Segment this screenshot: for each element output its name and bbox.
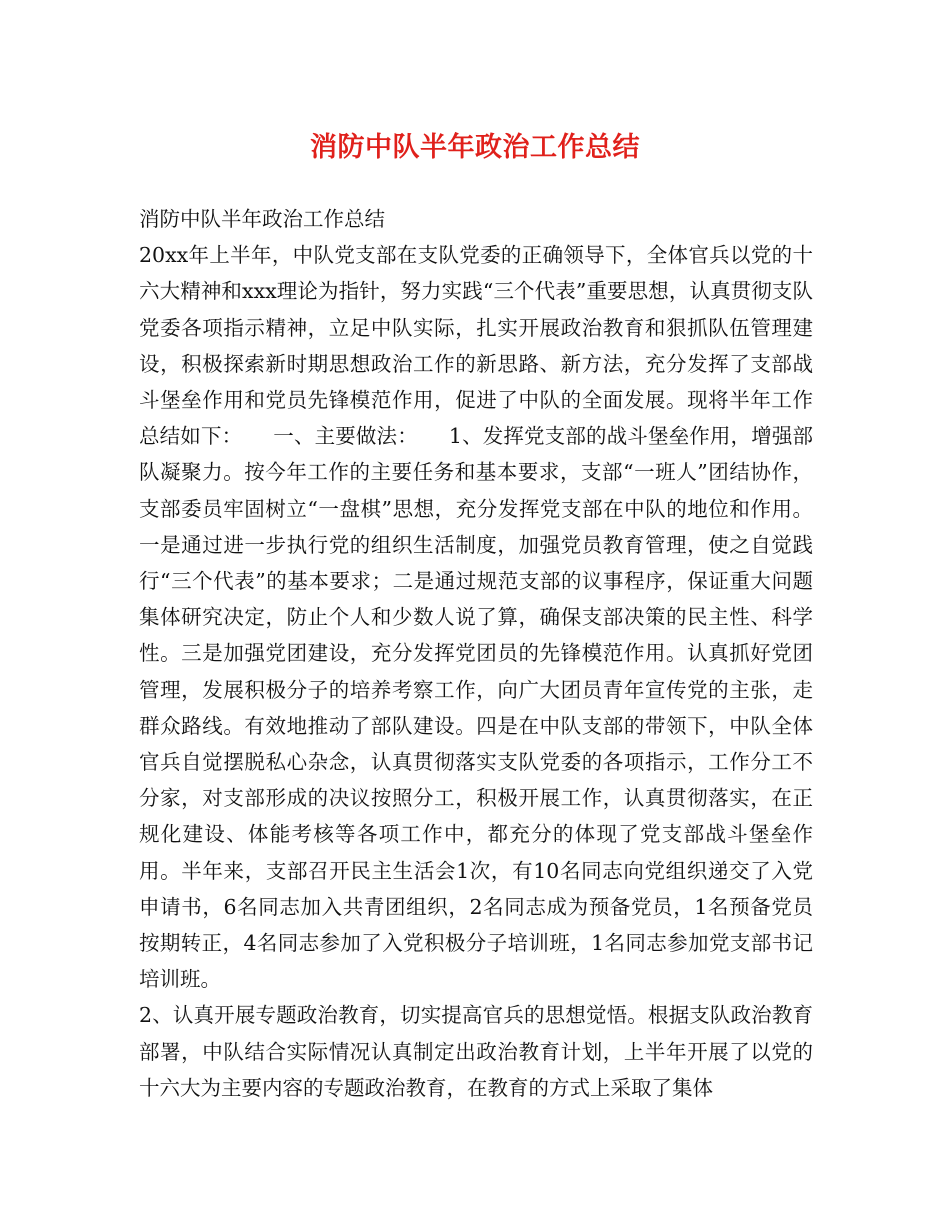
document-body xyxy=(139,201,813,1106)
body-paragraph: 2、认真开展专题政治教育，切实提高官兵的思想觉悟。根据支队政治教育部署，中队结合实际情况认真制定出政治教育计划，上半年开展了以党的十六大为主要内容的专题政治教育，在教育的方式上采取了集体 xyxy=(139,1003,813,1100)
body-paragraph: 20xx年上半年，中队党支部在支队党委的正确领导下，全体官兵以党的十六大精神和xxx理论为指针，努力实践“三个代表”重要思想，认真贯彻支队党委各项指示精神，立足中队实际，扎实开展政治教育和狠抓队伍管理建设，积极探索新时期思想政治工作的新思路、新方法，充分发挥了支部战斗堡垒作用和党员先锋模范作用，促进了中队的全面发展。现将半年工作总结如下： 一、主要做法： 1、发挥党支部的战斗堡垒作用，增强部队凝聚力。按今年工作的主要任务和基本要求，支部“一班人”团结协作，支部委员牢固树立“一盘棋”思想，充分发挥党支部在中队的地位和作用。一是通过进一步执行党的组织生活制度，加强党员教育管理，使之自觉践行“三个代表”的基本要求；二是通过规范支部的议事程序，保证重大问题集体研究决定，防止个人和少数人说了算，确保支部决策的民主性、科学性。三是加强党团建设，充分发挥党团员的先锋模范作用。认真抓好党团管理，发展积极分子的培养考察工作，向广大团员青年宣传党的主张，走群众路线。有效地推动了部队建设。四是在中队支部的带领下，中队全体官兵自觉摆脱私心杂念，认真贯彻落实支队党委的各项指示，工作分工不分家，对支部形成的决议按照分工，积极开展工作，认真贯彻落实，在正规化建设、体能考核等各项工作中，都充分的体现了党支部战斗堡垒作用。半年来，支部召开民主生活会1次，有10名同志向党组织递交了入党申请书，6名同志加入共青团组织，2名同志成为预备党员，1名预备党员按期转正，4名同志参加了入党积极分子培训班，1名同志参加党支部书记培训班。 xyxy=(139,243,813,992)
body-heading-line: 消防中队半年政治工作总结 xyxy=(139,207,385,231)
document-title: 消防中队半年政治工作总结 xyxy=(310,132,640,163)
